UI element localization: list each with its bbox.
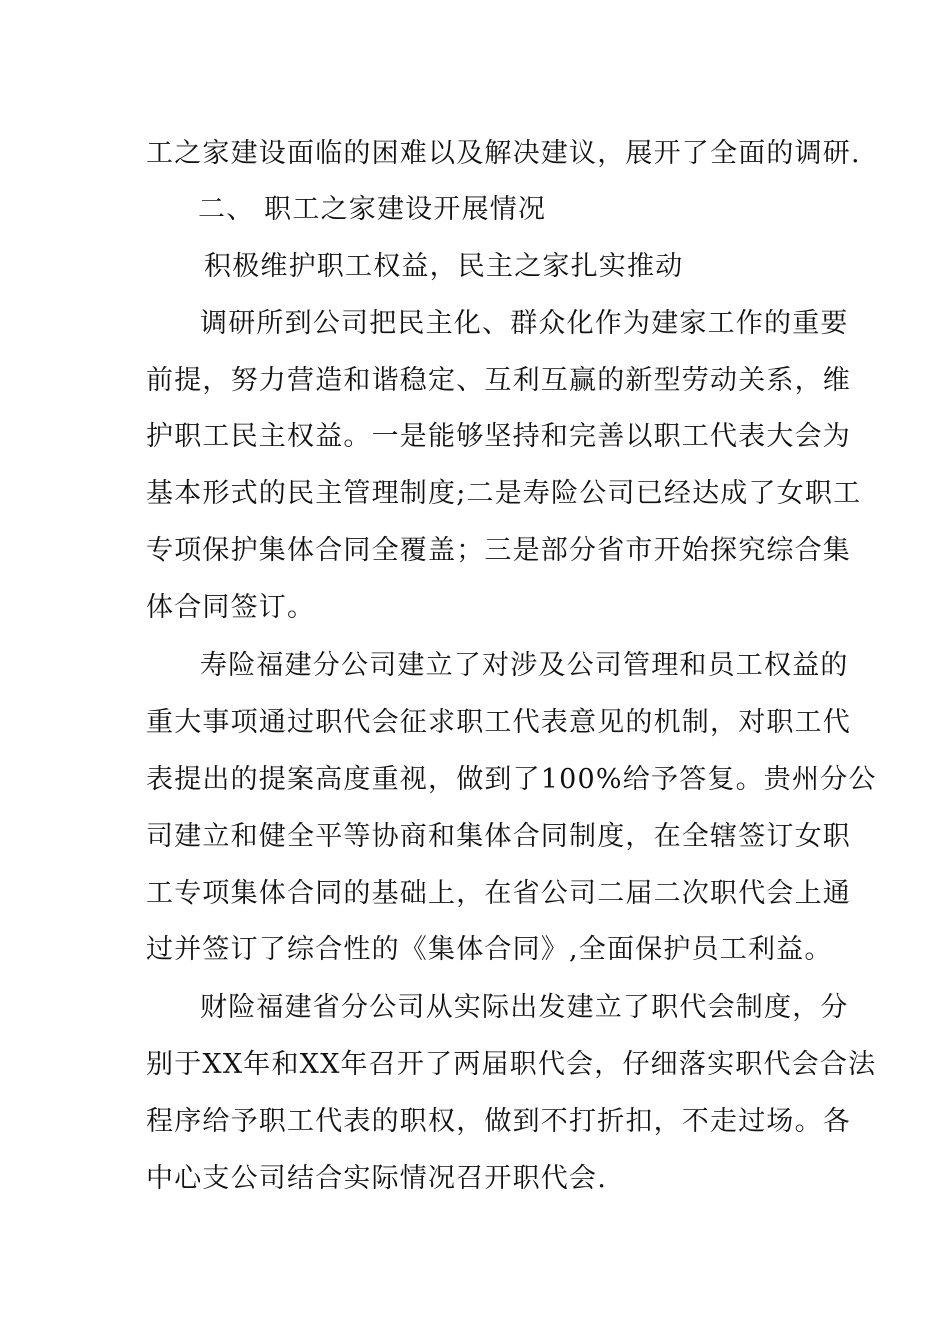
- paragraph-2-line-5: 工专项集体合同的基础上，在省公司二届二次职代会上通: [146, 878, 851, 909]
- paragraph-2-line-3: 表提出的提案高度重视，做到了100%给予答复。贵州分公: [146, 764, 877, 795]
- text-line-1: 工之家建设面临的困难以及解决建议，展开了全面的调研.: [146, 138, 861, 169]
- subsection-heading: 积极维护职工权益，民主之家扎实推动: [204, 251, 684, 282]
- paragraph-3-line-3: 程序给予职工代表的职权，做到不打折扣，不走过场。各: [146, 1106, 851, 1137]
- paragraph-1-line-2: 前提，努力营造和谐稳定、互利互赢的新型劳动关系，维: [146, 365, 851, 396]
- paragraph-1-line-5: 专项保护集体合同全覆盖；三是部分省市开始探究综合集: [146, 535, 851, 566]
- paragraph-3-line-1: 财险福建省分公司从实际出发建立了职代会制度，分: [200, 992, 849, 1023]
- paragraph-3-line-2: 别于XX年和XX年召开了两届职代会，仔细落实职代会合法: [146, 1049, 877, 1080]
- section-heading: 二、 职工之家建设开展情况: [198, 194, 547, 225]
- paragraph-3-line-4: 中心支公司结合实际情况召开职代会.: [146, 1163, 607, 1194]
- paragraph-2-line-2: 重大事项通过职代会征求职工代表意见的机制，对职工代: [146, 707, 851, 738]
- paragraph-1-line-3: 护职工民主权益。一是能够坚持和完善以职工代表大会为: [146, 421, 851, 452]
- paragraph-2-line-4: 司建立和健全平等协商和集体合同制度，在全辖签订女职: [146, 821, 851, 852]
- paragraph-2-line-1: 寿险福建分公司建立了对涉及公司管理和员工权益的: [200, 650, 849, 681]
- paragraph-2-line-6: 过并签订了综合性的《集体合同》,全面保护员工利益。: [146, 934, 833, 965]
- paragraph-1-line-6: 体合同签订。: [146, 592, 316, 623]
- paragraph-1-line-4: 基本形式的民主管理制度;二是寿险公司已经达成了女职工: [146, 478, 862, 509]
- paragraph-1-line-1: 调研所到公司把民主化、群众化作为建家工作的重要: [200, 308, 849, 339]
